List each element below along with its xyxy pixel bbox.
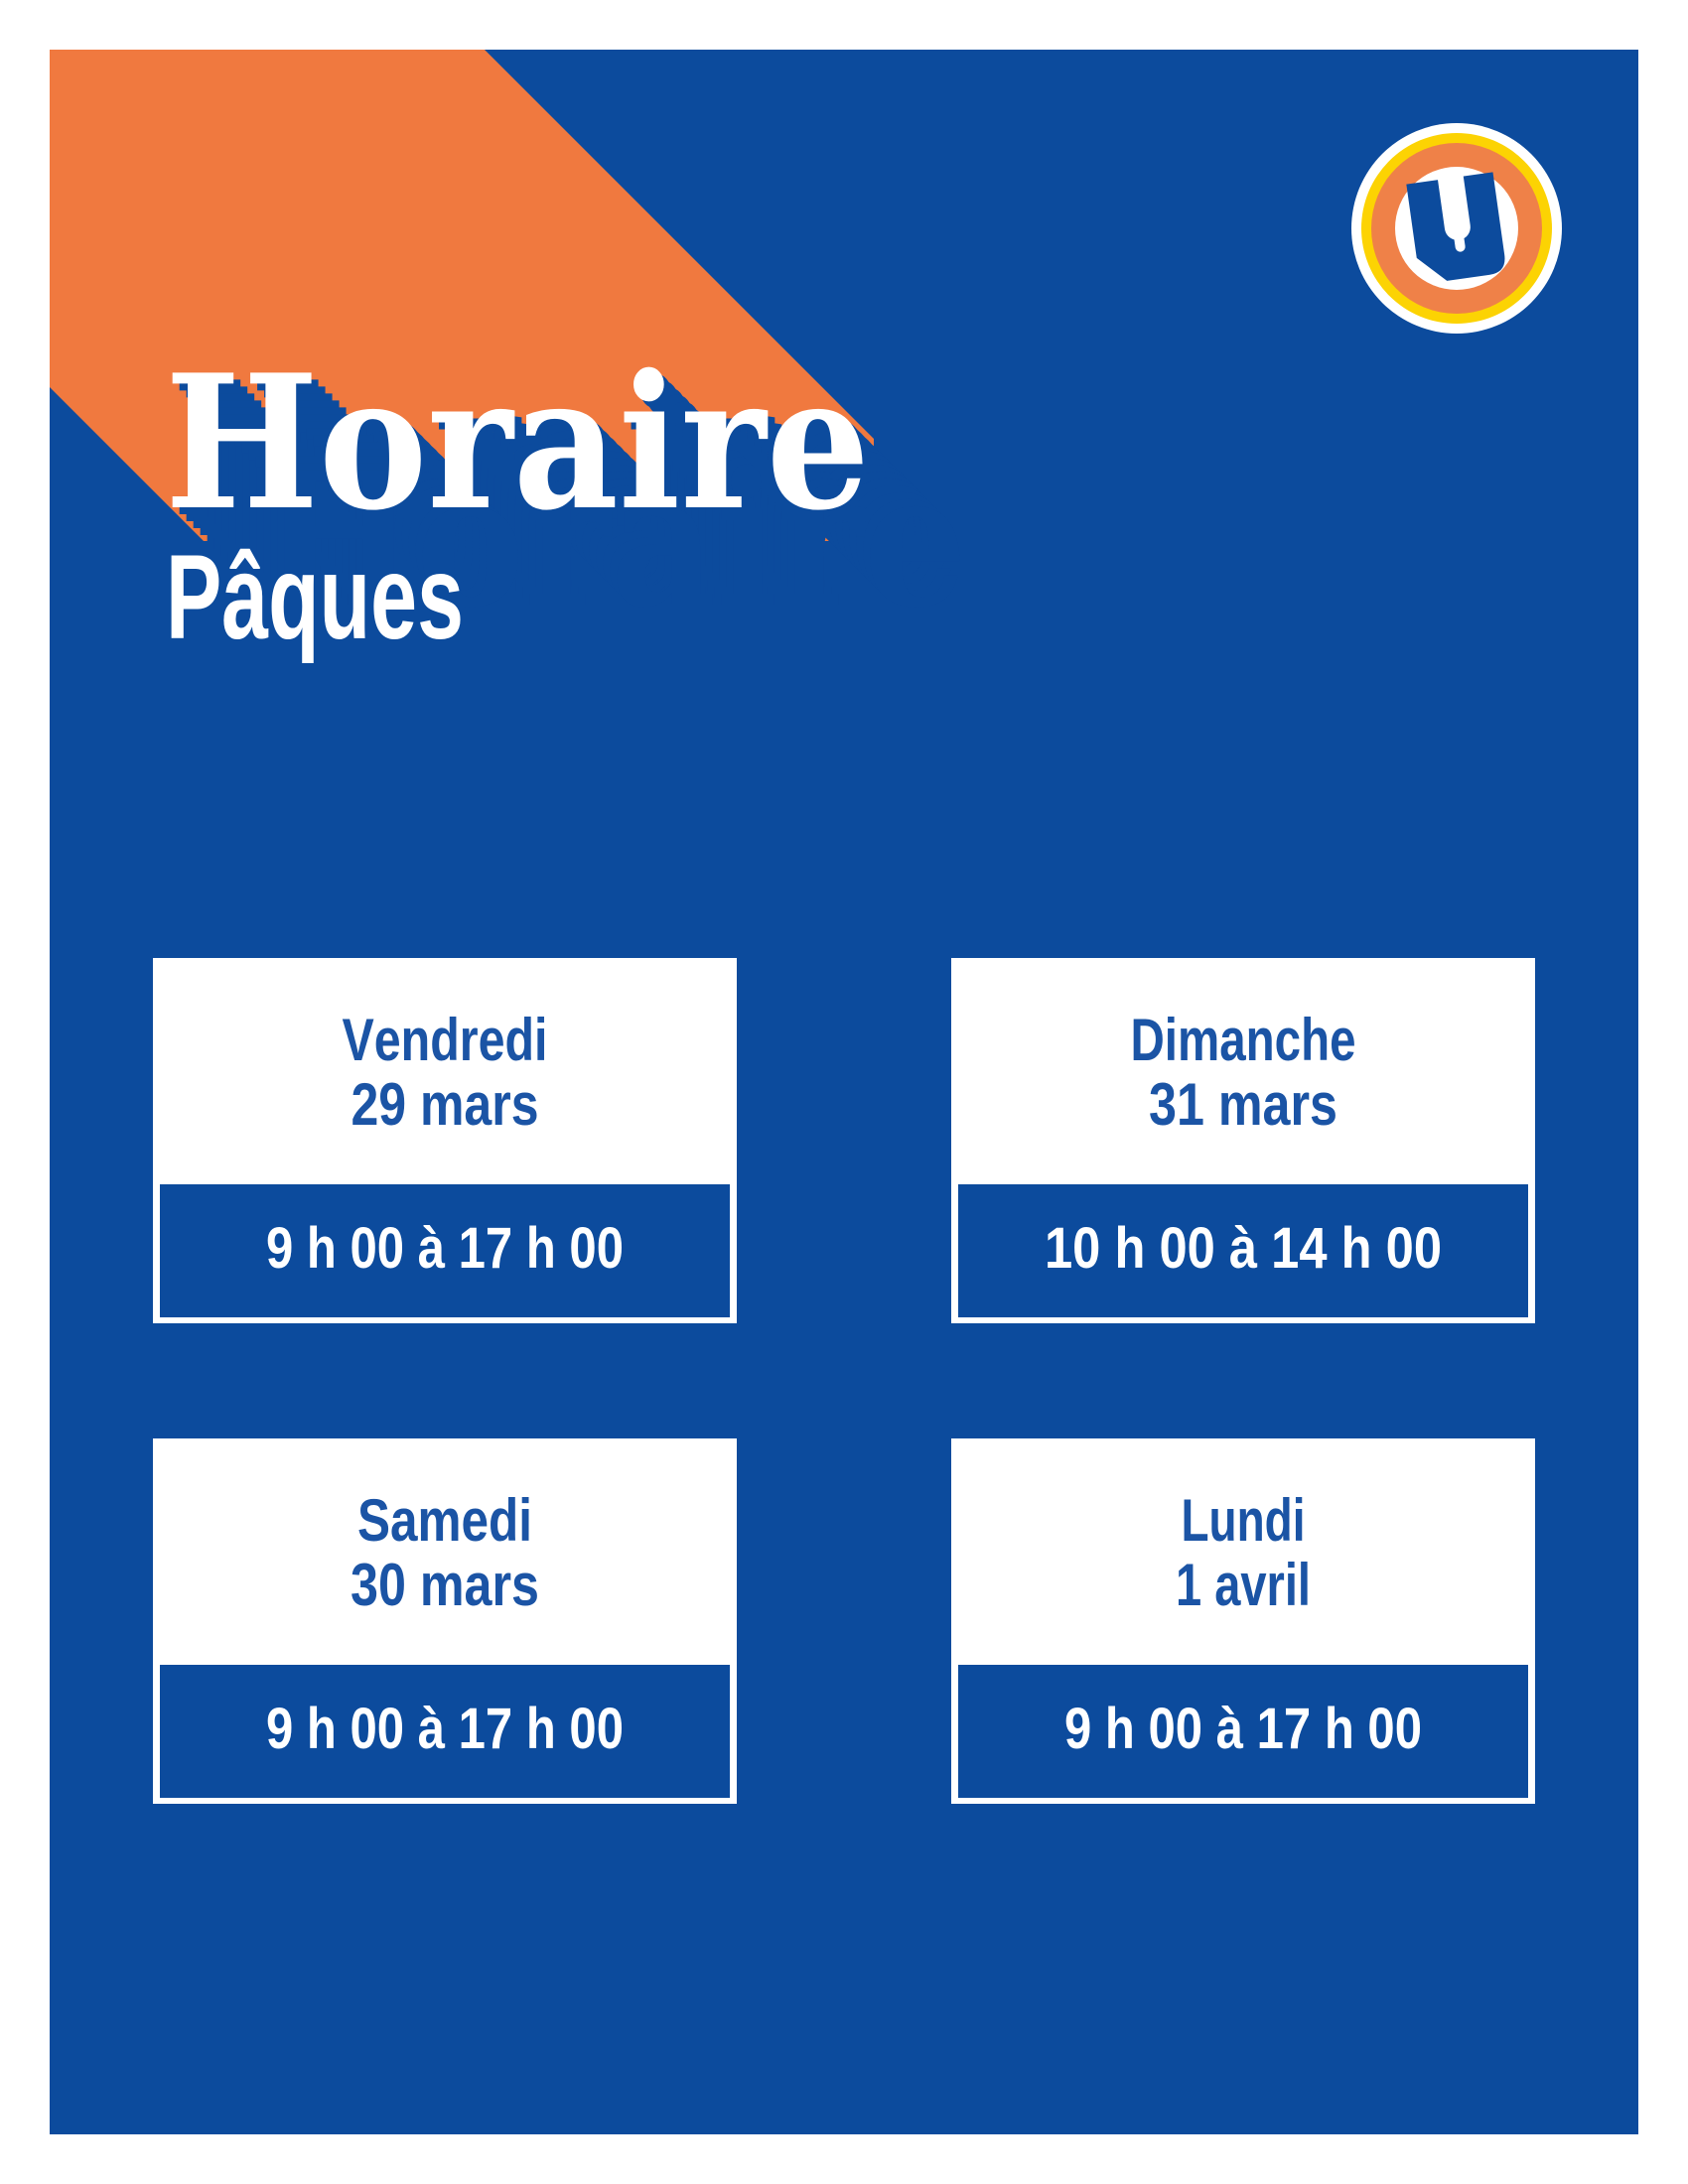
card-day-label: Samedi bbox=[357, 1487, 532, 1554]
card-day-label: Lundi bbox=[1181, 1487, 1306, 1554]
poster-title bbox=[165, 334, 870, 551]
card-date-label: 29 mars bbox=[351, 1071, 539, 1138]
card-hours-label: 9 h 00 à 17 h 00 bbox=[1064, 1697, 1422, 1761]
card-day-label: Dimanche bbox=[1130, 1007, 1356, 1073]
card-day-label: Vendredi bbox=[342, 1007, 548, 1073]
schedule-card-vendredi bbox=[153, 958, 737, 1323]
poster-subtitle: Pâques bbox=[166, 529, 464, 664]
card-date-label: 31 mars bbox=[1149, 1071, 1337, 1138]
schedule-card-lundi bbox=[951, 1438, 1535, 1804]
card-hours-label: 10 h 00 à 14 h 00 bbox=[1045, 1216, 1442, 1281]
card-hours-label: 9 h 00 à 17 h 00 bbox=[266, 1697, 624, 1761]
schedule-card-samedi bbox=[153, 1438, 737, 1804]
schedule-card-dimanche bbox=[951, 958, 1535, 1323]
card-date-label: 30 mars bbox=[351, 1552, 539, 1618]
card-date-label: 1 avril bbox=[1176, 1552, 1311, 1618]
card-hours-label: 9 h 00 à 17 h 00 bbox=[266, 1216, 624, 1281]
u-logo bbox=[1351, 123, 1562, 334]
